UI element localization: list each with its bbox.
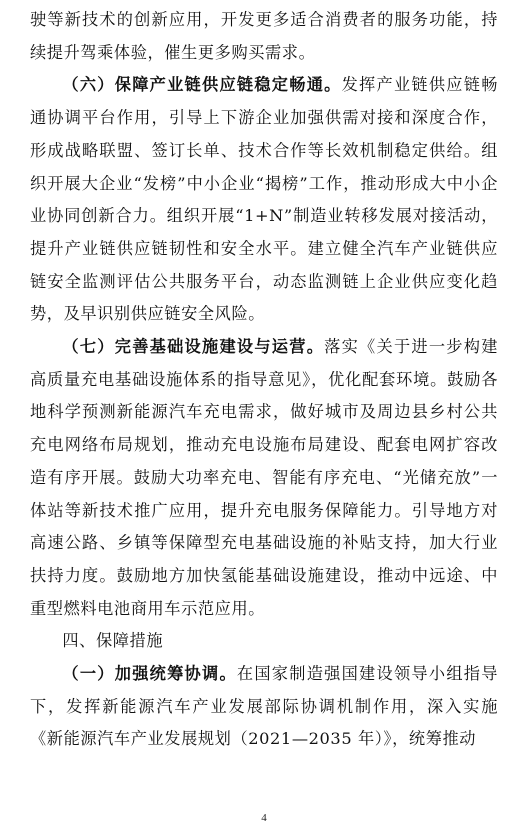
paragraph-text: 在国家制造强国建设领导小组指导下，发挥新能源汽车产业发展部际协调机制作用，深入实施《新能源汽车产业发展规划（2021—2035 年）》，统筹推动 [30, 664, 499, 749]
paragraph-text: 落实《关于进一步构建高质量充电基础设施体系的指导意见》，优化配套环境。鼓励各地科学预测新能源汽车充电需求，做好城市及周边县乡村公共充电网络布局规划，推动充电设施布局建设、配套电网扩容改造有序开展。鼓励大功率充电、智能有序充电、“光储充放”一体站等新技术推广应用，提升充电服务保障能力。引导地方对高速公路、乡镇等保障型充电基础设施的补贴支持，加大行业扶持力度。鼓励地方加快氢能基础设施建设，推动中远途、中重型燃料电池商用车示范应用。 [30, 337, 499, 618]
paragraph-continuation [30, 4, 498, 69]
paragraph-infrastructure [30, 331, 498, 625]
paragraph-lead: （七）完善基础设施建设与运营。 [62, 337, 325, 357]
page-number: 4 [261, 812, 267, 824]
paragraph-text: 驶等新技术的创新应用，开发更多适合消费者的服务功能，持续提升驾乘体验，催生更多购买需求。 [30, 10, 498, 62]
paragraph-text: 发挥产业链供应链畅通协调平台作用，引导上下游企业加强供需对接和深度合作，形成战略联盟、签订长单、技术合作等长效机制稳定供给。组织开展大企业“发榜”中小企业“揭榜”工作，推动形成大中小企业协同创新合力。组织开展“1+N”制造业转移发展对接活动，提升产业链供应链韧性和安全水平。建立健全汽车产业链供应链安全监测评估公共服务平台，动态监测链上企业供应变化趋势，及早识别供应链安全风险。 [30, 75, 498, 324]
section-heading: 四、保障措施 [62, 631, 164, 651]
paragraph-coordination [30, 658, 498, 756]
paragraph-lead: （六）保障产业链供应链稳定畅通。 [62, 75, 342, 95]
paragraph-supply-chain [30, 69, 498, 331]
paragraph-lead: （一）加强统筹协调。 [62, 664, 237, 684]
